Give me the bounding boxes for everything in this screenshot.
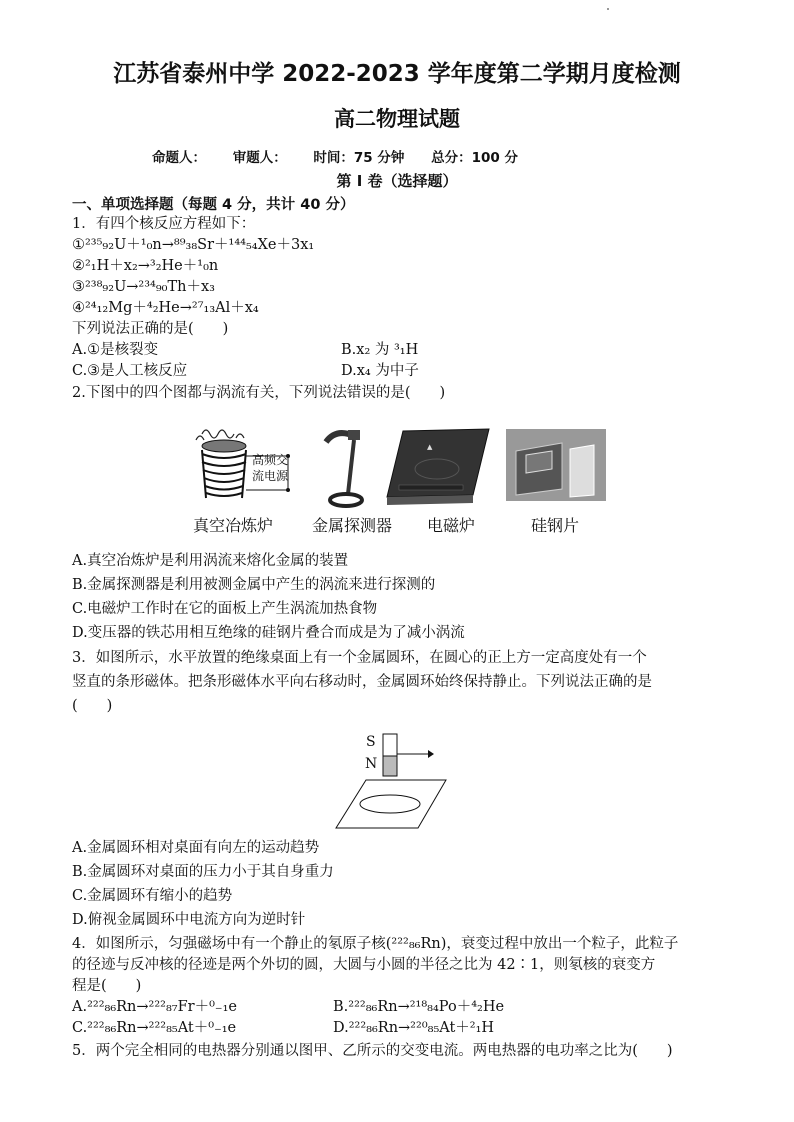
furnace-label-line2: 流电源 bbox=[252, 469, 289, 483]
induction-coil bbox=[202, 450, 246, 498]
q5-stem: 5．两个完全相同的电热器分别通以图甲、乙所示的交变电流。两电热器的电功率之比为( ) bbox=[72, 1043, 673, 1059]
q2-stem: 2.下图中的四个图都与涡流有关，下列说法错误的是( ) bbox=[72, 385, 446, 401]
detector-control bbox=[348, 430, 360, 440]
cooker-buttons bbox=[399, 485, 463, 490]
q3-stem-line1: 3．如图所示，水平放置的绝缘桌面上有一个金属圆环，在圆心的正上方一定高度处有一个 bbox=[72, 650, 647, 666]
q1-eq3: ③²³⁸₉₂U→²³⁴₉₀Th＋x₃ bbox=[72, 279, 215, 295]
furnace-label-line1: 高频交 bbox=[252, 453, 289, 467]
reviewer-label: 审题人： bbox=[232, 150, 287, 166]
metal-ring bbox=[360, 795, 420, 813]
detector-shaft bbox=[348, 440, 354, 494]
q1-stem: 1．有四个核反应方程如下： bbox=[72, 216, 256, 232]
q2-option-c: C.电磁炉工作时在它的面板上产生涡流加热食物 bbox=[72, 601, 378, 617]
caption-cooker: 电磁炉 bbox=[427, 516, 476, 535]
q1-eq1: ①²³⁵₉₂U＋¹₀n→⁸⁹₃₈Sr＋¹⁴⁴₅₄Xe＋3x₁ bbox=[72, 237, 315, 253]
caption-furnace: 真空冶炼炉 bbox=[193, 516, 274, 535]
heat-wave-2 bbox=[196, 434, 244, 440]
q4-stem-line2: 的径迹与反冲核的径迹是两个外切的圆，大圆与小圆的半径之比为 42∶1，则氡核的衰变方 bbox=[72, 957, 656, 973]
q3-option-a: A.金属圆环相对桌面有向左的运动趋势 bbox=[72, 840, 320, 856]
q4-option-b: B.²²²₈₆Rn→²¹⁸₈₄Po＋⁴₂He bbox=[333, 999, 505, 1015]
q3-option-d: D.俯视金属圆环中电流方向为逆时针 bbox=[72, 912, 306, 928]
q1-eq2: ②²₁H＋x₂→³₂He＋¹₀n bbox=[72, 258, 219, 274]
exam-subtitle: 高二物理试题 bbox=[334, 107, 460, 131]
q4-option-a: A.²²²₈₆Rn→²²²₈₇Fr＋⁰₋₁e bbox=[72, 999, 237, 1015]
exam-title: 江苏省泰州中学 2022-2023 学年度第二学期月度检测 bbox=[113, 61, 681, 87]
steel-sheet-2 bbox=[526, 451, 552, 473]
detector-coil bbox=[330, 494, 362, 506]
q1-option-b: B.x₂ 为 ³₁H bbox=[341, 342, 419, 358]
magnet-n-pole bbox=[383, 756, 397, 776]
steel-strip bbox=[570, 445, 594, 497]
caption-detector: 金属探测器 bbox=[312, 516, 393, 535]
svg-text:▲: ▲ bbox=[427, 443, 433, 451]
q1-option-d: D.x₄ 为中子 bbox=[341, 363, 419, 379]
q4-stem-line1: 4．如图所示，匀强磁场中有一个静止的氡原子核(²²²₈₆Rn)，衰变过程中放出一个粒子，此粒子 bbox=[72, 936, 679, 952]
part-heading: 第 I 卷（选择题） bbox=[336, 172, 458, 190]
q3-option-b: B.金属圆环对桌面的压力小于其自身重力 bbox=[72, 864, 334, 880]
q4-option-d: D.²²²₈₆Rn→²²⁰₈₅At＋²₁H bbox=[333, 1020, 495, 1036]
section-heading: 一、单项选择题（每题 4 分，共计 40 分） bbox=[72, 197, 355, 213]
q2-option-a: A.真空冶炼炉是利用涡流来熔化金属的装置 bbox=[72, 553, 349, 569]
q4-option-c: C.²²²₈₆Rn→²²²₈₅At＋⁰₋₁e bbox=[72, 1020, 237, 1036]
arrow-head bbox=[428, 750, 434, 758]
scan-dot bbox=[607, 8, 609, 10]
q4-stem-line3: 程是( ) bbox=[72, 978, 142, 994]
q1-option-c: C.③是人工核反应 bbox=[72, 363, 188, 379]
furnace-label bbox=[252, 452, 288, 484]
magnet-s-pole bbox=[383, 734, 397, 756]
q2-option-d: D.变压器的铁芯用相互绝缘的硅钢片叠合而成是为了减小涡流 bbox=[72, 625, 465, 641]
pole-s-label: S bbox=[366, 734, 376, 750]
heat-wave bbox=[202, 430, 234, 438]
setter-label: 命题人： bbox=[152, 150, 206, 166]
time-label: 时间：75 分钟 bbox=[313, 150, 405, 166]
q1-ask: 下列说法正确的是( ) bbox=[72, 321, 229, 337]
q3-option-c: C.金属圆环有缩小的趋势 bbox=[72, 888, 233, 904]
q3-stem-line2: 竖直的条形磁体。把条形磁体水平向右移动时，金属圆环始终保持静止。下列说法正确的是 bbox=[72, 674, 652, 690]
q1-eq4: ④²⁴₁₂Mg＋⁴₂He→²⁷₁₃Al＋x₄ bbox=[72, 300, 259, 316]
q1-option-a: A.①是核裂变 bbox=[72, 342, 159, 358]
magnet-ring-figure bbox=[330, 732, 450, 832]
q3-stem-line3: ( ) bbox=[72, 698, 113, 714]
crucible-top bbox=[202, 440, 246, 452]
silicon-steel-figure bbox=[506, 429, 606, 501]
metal-detector-figure bbox=[318, 420, 374, 510]
caption-steel: 硅钢片 bbox=[531, 516, 580, 535]
total-label: 总分：100 分 bbox=[431, 150, 518, 166]
induction-cooker-figure bbox=[385, 425, 495, 507]
table-surface bbox=[336, 780, 446, 828]
pole-n-label: N bbox=[365, 756, 378, 772]
q2-option-b: B.金属探测器是利用被测金属中产生的涡流来进行探测的 bbox=[72, 577, 436, 593]
exam-meta bbox=[152, 146, 540, 166]
